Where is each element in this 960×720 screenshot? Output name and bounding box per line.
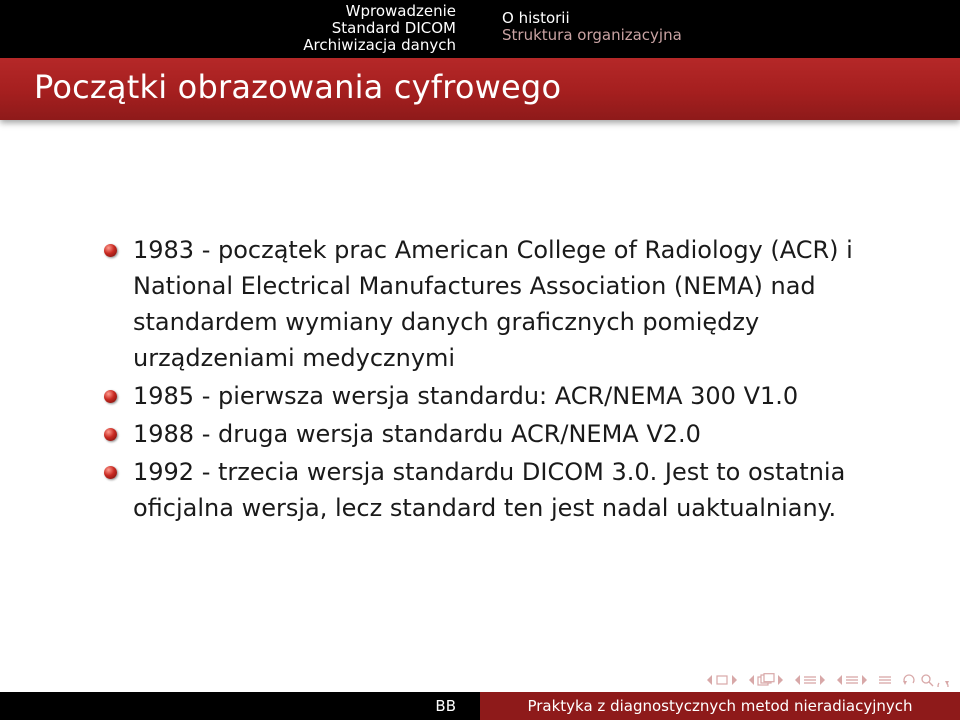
bullet-item-1985 — [0, 378, 960, 414]
arrow-left-icon[interactable] — [836, 674, 843, 686]
section-navigation — [0, 0, 480, 58]
bullet-ball-icon — [104, 466, 117, 479]
header-navigation — [0, 0, 960, 58]
frame-nav-group — [748, 673, 784, 687]
section-icon[interactable] — [845, 674, 859, 686]
bullet-text: 1988 - druga wersja standardu ACR/NEMA V2.0 — [133, 420, 701, 448]
arrow-right-icon[interactable] — [819, 674, 826, 686]
bullet-item-1992 — [0, 454, 960, 526]
arrow-left-icon[interactable] — [706, 674, 713, 686]
frame-title-bar — [0, 58, 960, 120]
footer — [0, 692, 960, 720]
nav-subsection-o-historii[interactable]: O historii — [502, 9, 570, 27]
document-icon[interactable] — [878, 674, 892, 686]
bullet-ball-icon — [104, 244, 117, 257]
beamer-navigation-symbols — [706, 670, 950, 690]
arrow-left-icon[interactable] — [794, 674, 801, 686]
footer-title-box — [480, 692, 960, 720]
arrow-right-icon[interactable] — [861, 674, 868, 686]
arrow-right-icon[interactable] — [777, 674, 784, 686]
nav-subsection-struktura[interactable]: Struktura organizacyjna — [502, 26, 682, 44]
subsection-navigation — [480, 0, 960, 58]
bullet-ball-icon — [104, 390, 117, 403]
footer-author: BB — [435, 697, 456, 715]
footer-author-box — [0, 692, 480, 720]
slide-content — [0, 232, 960, 528]
bullet-item-1988 — [0, 416, 960, 452]
slide-nav-group — [706, 674, 738, 686]
frame-stack-icon[interactable] — [757, 673, 775, 687]
nav-section-standard-dicom[interactable]: Standard DICOM — [331, 19, 456, 37]
footer-title: Praktyka z diagnostycznych metod nieradiacyjnych — [527, 697, 913, 715]
bullet-ball-icon — [104, 428, 117, 441]
bullet-text: 1983 - początek prac American College of Radiology (ACR) i National Electrical Manufactures Association (NEMA) nad standardem wymiany danych graficznych pomiędzy urządzeniami medycznymi — [133, 236, 853, 372]
nav-section-archiwizacja[interactable]: Archiwizacja danych — [303, 36, 456, 54]
bullet-item-1983 — [0, 232, 960, 376]
bullet-list — [0, 232, 960, 526]
nav-section-wprowadzenie[interactable]: Wprowadzenie — [345, 2, 456, 20]
section-nav-group — [836, 674, 868, 686]
arrow-left-icon[interactable] — [748, 674, 755, 686]
search-back-forward-icon[interactable] — [902, 673, 950, 687]
bullet-text: 1992 - trzecia wersja standardu DICOM 3.0. Jest to ostatnia oficjalna wersja, lecz standard ten jest nadal uaktualniany. — [133, 458, 846, 522]
arrow-right-icon[interactable] — [731, 674, 738, 686]
frame-title: Początki obrazowania cyfrowego — [34, 68, 562, 106]
subsection-icon[interactable] — [803, 674, 817, 686]
bullet-text: 1985 - pierwsza wersja standardu: ACR/NEMA 300 V1.0 — [133, 382, 799, 410]
slide-icon[interactable] — [715, 674, 729, 686]
subsection-nav-group — [794, 674, 826, 686]
